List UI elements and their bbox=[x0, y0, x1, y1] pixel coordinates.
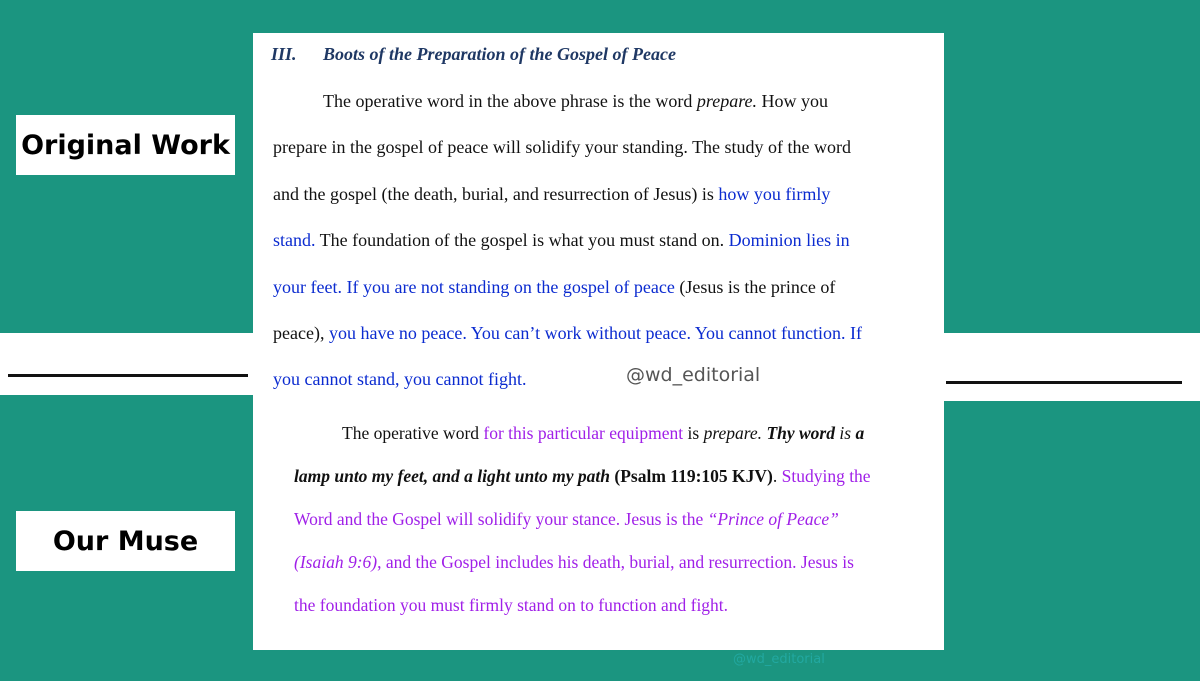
faint-watermark: @wd_editorial bbox=[733, 652, 825, 667]
text-span: prepare in the gospel of peace will solidify your standing. The study of the word bbox=[273, 137, 852, 158]
left-rule bbox=[8, 374, 248, 377]
text-line bbox=[273, 217, 933, 263]
highlight-span: you cannot stand, you cannot fight. bbox=[273, 369, 527, 390]
text-span: The operative word bbox=[342, 423, 484, 443]
emphasis-span: prepare. bbox=[696, 91, 758, 111]
text-span: The operative word in the above phrase is the word bbox=[323, 91, 697, 111]
right-rule bbox=[946, 381, 1182, 384]
text-line bbox=[273, 78, 933, 124]
emphasis-span: Thy word bbox=[762, 423, 840, 443]
highlight-span: stand. bbox=[273, 230, 316, 251]
highlight-span: , and the Gospel includes his death, burial, and resurrection. Jesus is bbox=[377, 552, 854, 572]
highlight-span: for this particular equipment bbox=[483, 423, 684, 443]
highlight-span: how you firmly bbox=[718, 183, 831, 204]
text-span: (Jesus is the prince of bbox=[674, 276, 836, 297]
text-line bbox=[273, 310, 933, 356]
separator-band-right bbox=[944, 341, 1200, 401]
text-line bbox=[294, 584, 924, 627]
original-paragraph bbox=[273, 78, 933, 403]
our-muse-label bbox=[16, 511, 235, 571]
emphasis-span: a bbox=[851, 423, 865, 443]
emphasis-span: lamp unto my feet, and a light unto my path bbox=[294, 466, 611, 486]
text-span: How you bbox=[757, 91, 829, 111]
highlight-span: your feet. If you are not standing on the gospel of peace bbox=[273, 276, 675, 297]
text-line bbox=[294, 412, 924, 455]
original-work-label-text: Original Work bbox=[21, 129, 230, 161]
watermark-handle: @wd_editorial bbox=[626, 364, 761, 386]
emphasis-span: is bbox=[839, 423, 852, 443]
muse-paragraph bbox=[294, 412, 924, 627]
highlight-span: Dominion lies in bbox=[728, 230, 850, 251]
emphasis-span: “Prince of Peace” bbox=[707, 509, 839, 529]
text-line bbox=[273, 171, 933, 217]
original-work-label bbox=[16, 115, 235, 175]
section-number: III. bbox=[271, 44, 297, 64]
text-line bbox=[294, 541, 924, 584]
highlight-span: Studying the bbox=[781, 466, 871, 486]
section-heading bbox=[271, 44, 676, 65]
citation-span: (Psalm 119:105 KJV) bbox=[610, 466, 773, 486]
text-span: is bbox=[683, 423, 704, 443]
emphasis-span: (Isaiah 9:6) bbox=[294, 552, 378, 572]
text-line bbox=[273, 356, 933, 402]
text-span: and the gospel (the death, burial, and resurrection of Jesus) is bbox=[273, 183, 719, 204]
highlight-span: the foundation you must firmly stand on to function and fight. bbox=[294, 595, 729, 615]
text-span: . bbox=[772, 466, 782, 486]
highlight-span: you have no peace. You can’t work without peace. You cannot function. If bbox=[328, 323, 863, 344]
section-title: Boots of the Preparation of the Gospel of Peace bbox=[323, 44, 676, 64]
highlight-span: Word and the Gospel will solidify your stance. Jesus is the bbox=[294, 509, 708, 529]
text-line bbox=[294, 498, 924, 541]
text-line bbox=[273, 124, 933, 170]
emphasis-span: prepare. bbox=[703, 423, 763, 443]
text-line bbox=[294, 455, 924, 498]
text-line bbox=[273, 264, 933, 310]
our-muse-label-text: Our Muse bbox=[52, 525, 199, 557]
text-span: The foundation of the gospel is what you must stand on. bbox=[315, 230, 729, 251]
text-span: peace), bbox=[273, 323, 329, 344]
